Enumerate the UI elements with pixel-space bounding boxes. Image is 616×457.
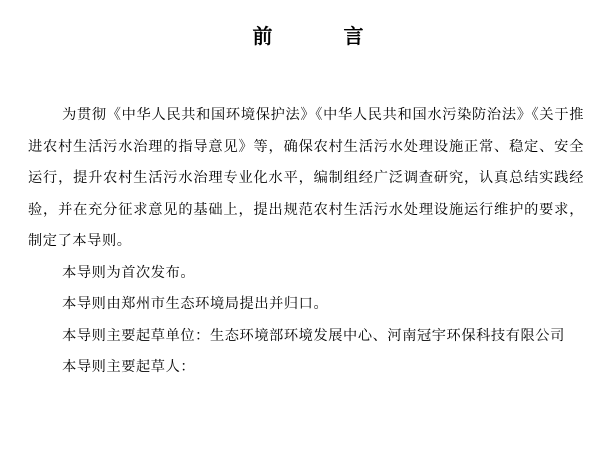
paragraph-purpose: 为贯彻《中华人民共和国环境保护法》《中华人民共和国水污染防治法》《关于推进农村生活污水治理的指导意见》等，确保农村生活污水处理设施正常、稳定、安全运行，提升农村生活污水治理专业化水平，编制组经广泛调查研究，认真总结实践经验，并在充分征求意见的基础上，提出规范农村生活污水处理设施运行维护的要求，制定了本导则。	[28, 107, 584, 249]
paragraph-drafters: 本导则主要起草人：	[62, 359, 196, 375]
paragraph-proposer: 本导则由郑州市生态环境局提出并归口。	[62, 296, 329, 312]
paragraph-first-release: 本导则为首次发布。	[62, 264, 196, 281]
document-body	[28, 100, 584, 384]
document-title: 前 言	[252, 24, 396, 48]
paragraph-drafting-units: 本导则主要起草单位：生态环境部环境发展中心、河南冠宇环保科技有限公司	[62, 327, 565, 344]
